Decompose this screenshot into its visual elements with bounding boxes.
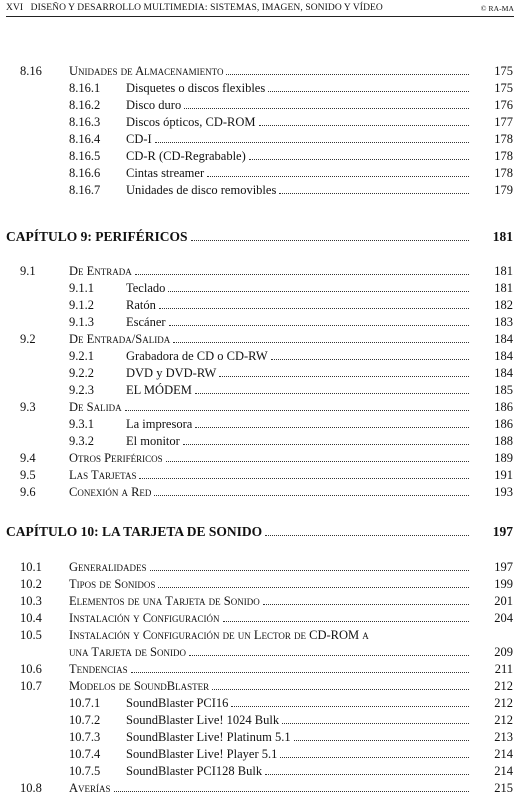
entry-number: 10.2 xyxy=(20,577,42,591)
entry-title: Disco duro xyxy=(126,98,182,112)
page-number-ref: 186 xyxy=(494,417,513,431)
entry-title: Elementos de una Tarjeta de Sonido xyxy=(69,594,260,608)
page-number-ref: 184 xyxy=(494,349,513,363)
dot-leader xyxy=(173,342,469,343)
page-number-ref: 212 xyxy=(494,696,513,710)
entry-number: 10.4 xyxy=(20,611,42,625)
entry-title: El monitor xyxy=(126,434,180,448)
dot-leader xyxy=(231,706,469,707)
toc-entry[interactable] xyxy=(0,164,513,182)
dot-leader xyxy=(263,604,469,605)
entry-title: EL MÓDEM xyxy=(126,383,192,397)
entry-number: 10.6 xyxy=(20,662,42,676)
page-number-ref: 197 xyxy=(494,560,513,574)
toc-entry[interactable] xyxy=(0,262,513,280)
entry-number: 9.5 xyxy=(20,468,36,482)
page-number-ref: 212 xyxy=(494,679,513,693)
dot-leader xyxy=(207,176,469,177)
entry-number: 9.2.3 xyxy=(69,383,94,397)
entry-number: 9.2.2 xyxy=(69,366,94,380)
entry-title: De Entrada xyxy=(69,264,132,278)
entry-number: 9.3.2 xyxy=(69,434,94,448)
entry-title: SoundBlaster PCI128 Bulk xyxy=(126,764,263,778)
toc-entry[interactable] xyxy=(0,415,513,433)
entry-title: CD-R (CD-Regrabable) xyxy=(126,149,246,163)
entry-title: SoundBlaster Live! Platinum 5.1 xyxy=(126,730,291,744)
page-number-ref: 179 xyxy=(494,183,513,197)
toc-entry[interactable] xyxy=(0,677,513,695)
page-number-ref: 211 xyxy=(494,662,513,676)
toc-entry[interactable] xyxy=(0,130,513,148)
entry-title: De Entrada/Salida xyxy=(69,332,171,346)
entry-number: 9.1.1 xyxy=(69,281,94,295)
entry-title: Teclado xyxy=(126,281,166,295)
dot-leader xyxy=(114,791,469,792)
page-number-ref: 184 xyxy=(494,332,513,346)
dot-leader xyxy=(131,672,469,673)
entry-title: una Tarjeta de Sonido xyxy=(69,645,187,659)
dot-leader xyxy=(268,91,469,92)
page-number-ref: 178 xyxy=(494,132,513,146)
page-number-ref: 188 xyxy=(494,434,513,448)
page-number-ref: 186 xyxy=(494,400,513,414)
toc-entry[interactable] xyxy=(0,147,513,165)
page-number-ref: 181 xyxy=(494,281,513,295)
page-number-ref: 201 xyxy=(494,594,513,608)
dot-leader xyxy=(135,274,469,275)
dot-leader xyxy=(155,142,469,143)
dot-leader xyxy=(226,74,469,75)
entry-number: 10.7.1 xyxy=(69,696,101,710)
entry-title: Tipos de Sonidos xyxy=(69,577,156,591)
toc-entry[interactable] xyxy=(0,113,513,131)
toc-entry[interactable] xyxy=(0,364,513,382)
dot-leader xyxy=(183,444,469,445)
dot-leader xyxy=(189,655,469,656)
entry-number: 8.16.2 xyxy=(69,98,101,112)
dot-leader xyxy=(294,740,469,741)
toc-entry[interactable] xyxy=(0,728,513,746)
toc-entry[interactable] xyxy=(0,432,513,450)
entry-number: 8.16.1 xyxy=(69,81,101,95)
dot-leader xyxy=(169,325,469,326)
toc-entry[interactable] xyxy=(0,96,513,114)
toc-entry[interactable] xyxy=(0,398,513,416)
entry-title: CAPÍTULO 10: LA TARJETA DE SONIDO xyxy=(6,524,263,539)
entry-number: 8.16.3 xyxy=(69,115,101,129)
dot-leader xyxy=(280,757,469,758)
toc-entry[interactable] xyxy=(0,313,513,331)
toc-entry[interactable] xyxy=(0,296,513,314)
entry-number: 10.7 xyxy=(20,679,42,693)
dot-leader xyxy=(150,570,469,571)
toc-entry[interactable] xyxy=(0,381,513,399)
entry-title: Escáner xyxy=(126,315,166,329)
entry-title: SoundBlaster Live! Player 5.1 xyxy=(126,747,278,761)
page-number-ref: 183 xyxy=(494,315,513,329)
entry-number: 10.3 xyxy=(20,594,42,608)
page-number-ref: 212 xyxy=(494,713,513,727)
entry-title: Instalación y Configuración xyxy=(69,611,220,625)
toc-entry[interactable] xyxy=(0,711,513,729)
entry-title: Unidades de Almacenamiento xyxy=(69,64,224,78)
entry-title: Disquetes o discos flexibles xyxy=(126,81,266,95)
entry-title: La impresora xyxy=(126,417,193,431)
toc-entry[interactable] xyxy=(0,62,513,80)
toc-entry[interactable] xyxy=(0,449,513,467)
entry-number: 9.4 xyxy=(20,451,36,465)
entry-title: DVD y DVD-RW xyxy=(126,366,217,380)
dot-leader xyxy=(265,535,469,536)
entry-title: Unidades de disco removibles xyxy=(126,183,277,197)
page-number-ref: 178 xyxy=(494,149,513,163)
entry-title: Instalación y Configuración de un Lector de CD-ROM a xyxy=(69,628,369,642)
entry-number: 8.16.7 xyxy=(69,183,101,197)
chapter-entry[interactable] xyxy=(0,523,513,541)
dot-leader xyxy=(154,495,469,496)
dot-leader xyxy=(166,461,469,462)
dot-leader xyxy=(259,125,469,126)
entry-number: 9.1.2 xyxy=(69,298,94,312)
dot-leader xyxy=(159,308,469,309)
entry-number: 10.1 xyxy=(20,560,42,574)
entry-title: Averías xyxy=(69,781,111,795)
book-title: DISEÑO Y DESARROLLO MULTIMEDIA: SISTEMAS, IMAGEN, SONIDO Y VÍDEO xyxy=(30,3,383,13)
toc-entry[interactable] xyxy=(0,279,513,297)
dot-leader xyxy=(271,359,469,360)
dot-leader xyxy=(223,621,469,622)
page-number-ref: 191 xyxy=(494,468,513,482)
page-number-ref: 204 xyxy=(494,611,513,625)
entry-title: De Salida xyxy=(69,400,122,414)
entry-number: 8.16.4 xyxy=(69,132,101,146)
page-number-ref: 175 xyxy=(494,64,513,78)
entry-title: SoundBlaster PCI16 xyxy=(126,696,229,710)
entry-number: 8.16.6 xyxy=(69,166,101,180)
toc-entry[interactable] xyxy=(0,694,513,712)
entry-title: Las Tarjetas xyxy=(69,468,137,482)
dot-leader xyxy=(282,723,469,724)
entry-number: 10.8 xyxy=(20,781,42,795)
entry-title: CD-I xyxy=(126,132,152,146)
dot-leader xyxy=(195,393,469,394)
dot-leader xyxy=(125,410,469,411)
page-number-ref: 181 xyxy=(492,229,513,244)
page-number-ref: 215 xyxy=(494,781,513,795)
dot-leader xyxy=(195,427,469,428)
entry-title: Grabadora de CD o CD-RW xyxy=(126,349,268,363)
page-number-ref: 182 xyxy=(494,298,513,312)
entry-title: Otros Periféricos xyxy=(69,451,163,465)
dot-leader xyxy=(158,587,469,588)
entry-number: 8.16 xyxy=(20,64,42,78)
page-number-ref: 175 xyxy=(494,81,513,95)
toc-entry[interactable] xyxy=(0,762,513,780)
toc-entry[interactable] xyxy=(0,643,513,661)
entry-number: 8.16.5 xyxy=(69,149,101,163)
entry-number: 9.2 xyxy=(20,332,36,346)
dot-leader xyxy=(279,193,469,194)
dot-leader xyxy=(249,159,469,160)
page-number-ref: 193 xyxy=(494,485,513,499)
toc-entry[interactable] xyxy=(0,779,513,797)
dot-leader xyxy=(212,689,469,690)
page-number-ref: 189 xyxy=(494,451,513,465)
entry-number: 9.1.3 xyxy=(69,315,94,329)
page-number-ref: 213 xyxy=(494,730,513,744)
page-number-ref: 199 xyxy=(494,577,513,591)
page-number-ref: 177 xyxy=(494,115,513,129)
toc-entry[interactable] xyxy=(0,745,513,763)
page-number-ref: 214 xyxy=(494,764,513,778)
entry-number: 10.7.2 xyxy=(69,713,101,727)
entry-number: 9.2.1 xyxy=(69,349,94,363)
entry-title: Ratón xyxy=(126,298,156,312)
toc-entry[interactable] xyxy=(0,575,513,593)
page-number-ref: 214 xyxy=(494,747,513,761)
toc-entry[interactable] xyxy=(0,592,513,610)
entry-number: 10.7.3 xyxy=(69,730,101,744)
page-number-ref: 197 xyxy=(492,524,513,539)
toc-entry[interactable] xyxy=(0,660,513,678)
toc-entry[interactable] xyxy=(0,609,513,627)
entry-number: 9.3 xyxy=(20,400,36,414)
toc-entry[interactable] xyxy=(0,626,513,644)
page-number-ref: 185 xyxy=(494,383,513,397)
entry-number: 10.5 xyxy=(20,628,42,642)
entry-number: 9.6 xyxy=(20,485,36,499)
dot-leader xyxy=(191,240,469,241)
page-number-ref: 209 xyxy=(494,645,513,659)
toc-entry[interactable] xyxy=(0,330,513,348)
entry-number: 10.7.4 xyxy=(69,747,101,761)
entry-title: Conexión a Red xyxy=(69,485,152,499)
page-number-ref: 176 xyxy=(494,98,513,112)
dot-leader xyxy=(139,478,469,479)
entry-title: SoundBlaster Live! 1024 Bulk xyxy=(126,713,280,727)
entry-title: Tendencias xyxy=(69,662,128,676)
toc-entry[interactable] xyxy=(0,483,513,501)
dot-leader xyxy=(168,291,469,292)
publisher-mark: © RA-MA xyxy=(480,4,514,13)
page-number: XVI xyxy=(6,3,24,13)
dot-leader xyxy=(219,376,469,377)
entry-number: 9.3.1 xyxy=(69,417,94,431)
toc-entry[interactable] xyxy=(0,79,513,97)
entry-number: 9.1 xyxy=(20,264,36,278)
entry-title: Modelos de SoundBlaster xyxy=(69,679,210,693)
entry-title: Generalidades xyxy=(69,560,147,574)
page-number-ref: 178 xyxy=(494,166,513,180)
entry-title: Cintas streamer xyxy=(126,166,205,180)
toc-entry[interactable] xyxy=(0,181,513,199)
toc-entry[interactable] xyxy=(0,466,513,484)
entry-number: 10.7.5 xyxy=(69,764,101,778)
entry-title: CAPÍTULO 9: PERIFÉRICOS xyxy=(6,229,188,244)
toc-entry[interactable] xyxy=(0,558,513,576)
dot-leader xyxy=(265,774,469,775)
chapter-entry[interactable] xyxy=(0,228,513,246)
toc-entry[interactable] xyxy=(0,347,513,365)
page-number-ref: 181 xyxy=(494,264,513,278)
entry-title: Discos ópticos, CD-ROM xyxy=(126,115,256,129)
page-number-ref: 184 xyxy=(494,366,513,380)
dot-leader xyxy=(184,108,469,109)
